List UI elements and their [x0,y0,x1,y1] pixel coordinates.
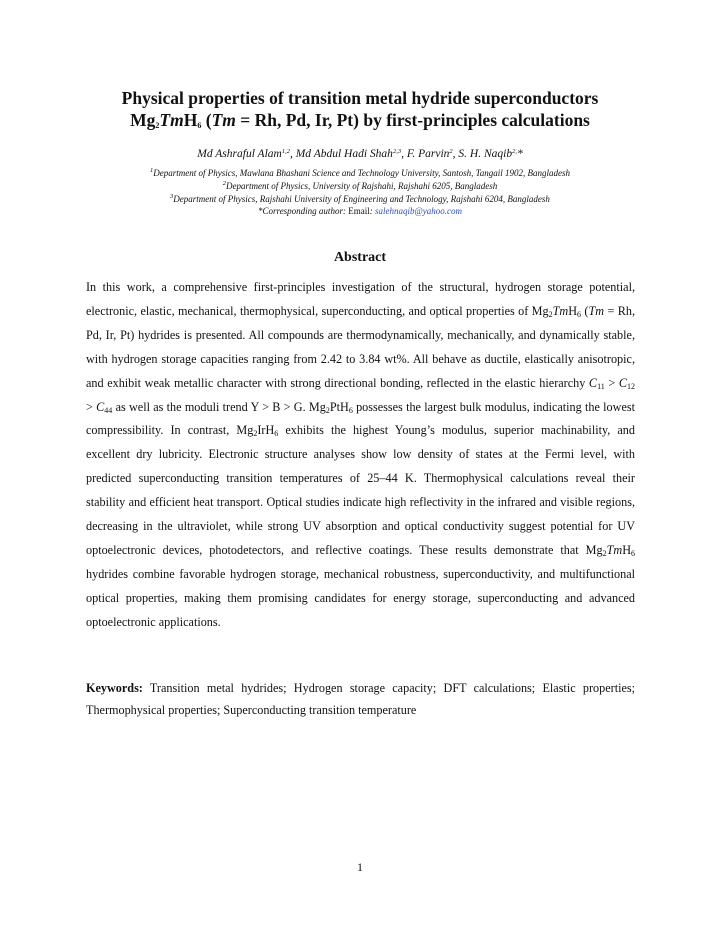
affiliation-text: Department of Physics, University of Rajshahi, Rajshahi 6205, Bangladesh [226,180,498,191]
author-affiliation-marker: 1,2 [281,148,290,155]
author-affiliation-marker: 2, [512,148,517,155]
author-affiliation-marker: 2,3 [392,148,402,155]
author-name: F. Parvin [406,148,450,160]
title-paren: ( [201,110,212,130]
abstract-text: exhibits the highest Young’s modulus, superior machinability, and excellent dry lubricity. Electronic structure analyses show low density of states at the Fermi level, with predicted superconducting transition temperatures of 25–44 K. Thermophysical calculations reveal their stability and efficient heat transport. Optical studies indicate high reflectivity in the infrared and visible regions, decreasing in the ultraviolet, while strong UV absorption and optical conductivity suggest potential for UV optoelectronic devices, photodetectors, and reflective coatings. These results demonstrate that Mg [86,423,635,557]
elastic-constant: C [618,375,627,390]
formula-subscript: 11 [597,381,605,391]
email-link[interactable]: salehnaqib@yahoo.com [374,206,462,217]
author-separator: , [289,148,296,160]
abstract-text: hydrides combine favorable hydrogen storage, mechanical robustness, superconductivity, and multifunctional optical properties, making them promising candidates for energy storage, superconducting and advanced optoelectronic applications. [86,566,635,629]
abstract-text: > [86,399,97,414]
formula-subscript: 2 [325,405,330,415]
affiliation [40,193,680,206]
affiliation-marker: 3 [170,192,174,200]
abstract-body [86,276,635,635]
affiliation-text: Department of Physics, Mawlana Bhashani Science and Technology University, Santosh, Tangail 1902, Bangladesh [153,168,571,178]
formula-subscript: 6 [631,548,635,558]
corresponding-colon: : [342,206,349,217]
formula-subscript: 2 [253,429,258,439]
formula-subscript: 2 [548,309,553,319]
affiliation-marker: 2 [222,179,226,187]
title-formula-tm: Tm [211,110,236,130]
formula-subscript: 44 [104,405,113,415]
formula-irh: IrH [257,423,275,438]
title-line-1: Physical properties of transition metal hydride superconductors [121,88,599,108]
elastic-constant: C [96,399,105,414]
formula-pth: PtH [329,399,349,414]
author-name: Md Ashraful Alam [197,148,282,160]
email-colon: : [369,206,375,217]
email-label: Email [348,206,370,217]
title-line-2 [60,109,660,131]
affiliation [40,180,680,193]
page-number: 1 [357,860,363,874]
formula-h: H [568,303,578,318]
corresponding-author [40,205,680,218]
formula-subscript: 6 [577,309,582,319]
formula-subscript: 2 [602,548,607,558]
formula-tm: Tm [588,303,605,318]
title-formula-sub: 6 [197,121,202,130]
author-name: S. H. Naqib [458,148,513,160]
affiliation-marker: 1 [149,167,154,174]
paper-title [60,87,660,131]
formula-h: H [622,542,631,557]
elastic-constant: C [588,375,598,390]
abstract-heading: Abstract [333,250,387,265]
keywords-label: Keywords: [86,681,143,695]
corresponding-star: * [516,148,523,160]
keywords [86,677,635,721]
title-formula-h: H [183,110,198,130]
title-formula-sub: 2 [155,121,160,130]
title-formula-mg: Mg [130,110,156,130]
abstract-text: = Rh, Pd, Ir, Pt) hydrides is presented. All compounds are thermodynamically, mechanically, and dynamically stable, with hydrogen storage capacities ranging from 2.42 to 3.84 wt%. All behave as ductile, elastically anisotropic, and exhibit weak metallic character with strong directional bonding, reflected in the elastic hierarchy [86,303,635,390]
corresponding-label: *Corresponding author [258,206,343,217]
title-formula-tm: Tm [159,110,184,130]
abstract-text: In this work, a comprehensive first-principles investigation of the structural, hydrogen storage potential, electronic, elastic, mechanical, thermophysical, superconducting, and optical properties of Mg [86,280,635,318]
formula-subscript: 12 [627,381,635,391]
affiliation [40,167,680,180]
author-separator: , [401,148,407,160]
keywords-text: Transition metal hydrides; Hydrogen storage capacity; DFT calculations; Elastic properties; Thermophysical properties; Superconducting transition temperature [86,681,635,717]
abstract-text: > [604,375,619,390]
formula-subscript: 6 [348,405,353,415]
author-name: Md Abdul Hadi Shah [295,148,393,160]
author-list [40,147,680,161]
abstract-text: ( [581,303,589,318]
abstract-text: as well as the moduli trend Y > B > G. Mg [112,399,326,414]
affiliation-list [40,167,680,218]
author-separator: , [452,148,459,160]
formula-subscript: 6 [274,429,279,439]
formula-tm: Tm [606,542,623,557]
author-affiliation-marker: 2 [449,148,453,155]
abstract-text: possesses the largest bulk modulus, indicating the lowest compressibility. In contrast, Mg [86,399,635,438]
affiliation-text: Department of Physics, Rajshahi University of Engineering and Technology, Rajshahi 6204, Bangladesh [173,193,550,204]
title-rest: = Rh, Pd, Ir, Pt) by first-principles calculations [235,110,590,130]
formula-tm: Tm [552,303,569,318]
